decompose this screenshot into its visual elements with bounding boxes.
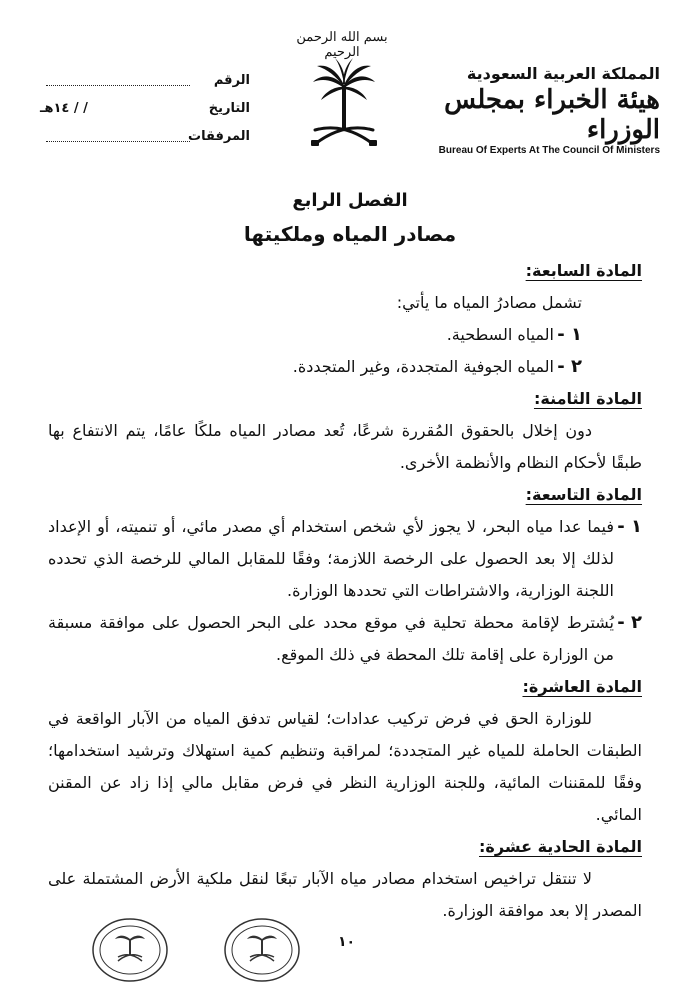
attachments-line [46, 131, 190, 142]
item-number: ٢ - [557, 356, 582, 377]
article-8-text: دون إخلال بالحقوق المُقررة شرعًا، تُعد مصادر المياه ملكًا عامًا، يتم الانتفاع بها طبقًا لأحكام النظام والأنظمة الأخرى. [48, 421, 642, 472]
item-text: المياه الجوفية المتجددة، وغير المتجددة. [292, 357, 554, 376]
article-11-title: المادة الحادية عشرة: [479, 837, 642, 856]
attachments-label: المرفقات [188, 128, 250, 144]
article-11-text: لا تنتقل تراخيص استخدام مصادر مياه الآبار تبعًا لنقل ملكية الأرض المشتملة على المصدر إلا بعد موافقة الوزارة. [48, 869, 642, 920]
list-item [48, 607, 642, 671]
list-item [48, 511, 642, 607]
article-10-text: للوزارة الحق في فرض تركيب عدادات؛ لقياس تدفق المياه من الآبار الواقعة في الطبقات الحاملة للمياه غير المتجددة؛ لمراقبة وتنظيم كمية استهلاك وترشيد استخدامها؛ وفقًا للمقننات المائية، وللجنة الوزارية النظر في فرض مقابل مالي إذا زاد عن المقنن المائي. [48, 709, 642, 824]
list-item [48, 319, 642, 351]
basmala: بسم الله الرحمن الرحيم [296, 30, 388, 60]
kingdom-name: المملكة العربية السعودية [466, 64, 660, 83]
article-10-title: المادة العاشرة: [522, 677, 642, 696]
bureau-name-english: Bureau Of Experts At The Council Of Ministers [438, 145, 660, 156]
official-seal-icon [222, 915, 302, 985]
chapter-title: الفصل الرابع [292, 190, 408, 211]
attachments-row [40, 122, 250, 150]
article-7-title: المادة السابعة: [525, 261, 642, 280]
official-seal-icon [90, 915, 170, 985]
reference-number-row [40, 66, 250, 94]
bureau-name-arabic: هيئة الخبراء بمجلس الوزراء [444, 85, 660, 145]
reference-number-line [46, 75, 190, 86]
document-meta [40, 66, 250, 150]
item-number: ١ - [557, 324, 582, 345]
page-number: ١٠ [338, 934, 356, 950]
organization-header [420, 64, 660, 156]
article-8-title: المادة الثامنة: [533, 389, 642, 408]
chapter-subtitle: مصادر المياه وملكيتها [243, 222, 457, 246]
date-value: / / ١٤هـ [40, 100, 88, 116]
date-row [40, 94, 250, 122]
list-item [48, 351, 642, 383]
date-label: التاريخ [208, 100, 250, 116]
article-7-intro: تشمل مصادرُ المياه ما يأتي: [396, 293, 582, 312]
reference-number-label: الرقم [213, 72, 250, 88]
document-body [48, 255, 642, 927]
article-9-title: المادة التاسعة: [525, 485, 642, 504]
item-text: فيما عدا مياه البحر، لا يجوز لأي شخص استخدام أي مصدر مائي، أو تنميته، أو الإعداد لذلك إلا بعد الحصول على الرخصة اللازمة؛ وفقًا للمقابل المالي للرخصة الذي تحدده اللجنة الوزارية، والاشتراطات التي تحددها الوزارة. [48, 517, 614, 600]
item-text: يُشترط لإقامة محطة تحلية في موقع محدد على البحر الحصول على موافقة مسبقة من الوزارة على إقامة تلك المحطة في ذلك الموقع. [48, 613, 614, 664]
item-number: ١ - [617, 516, 642, 537]
item-text: المياه السطحية. [446, 325, 554, 344]
palm-swords-emblem-icon [309, 56, 379, 151]
item-number: ٢ - [617, 612, 642, 633]
